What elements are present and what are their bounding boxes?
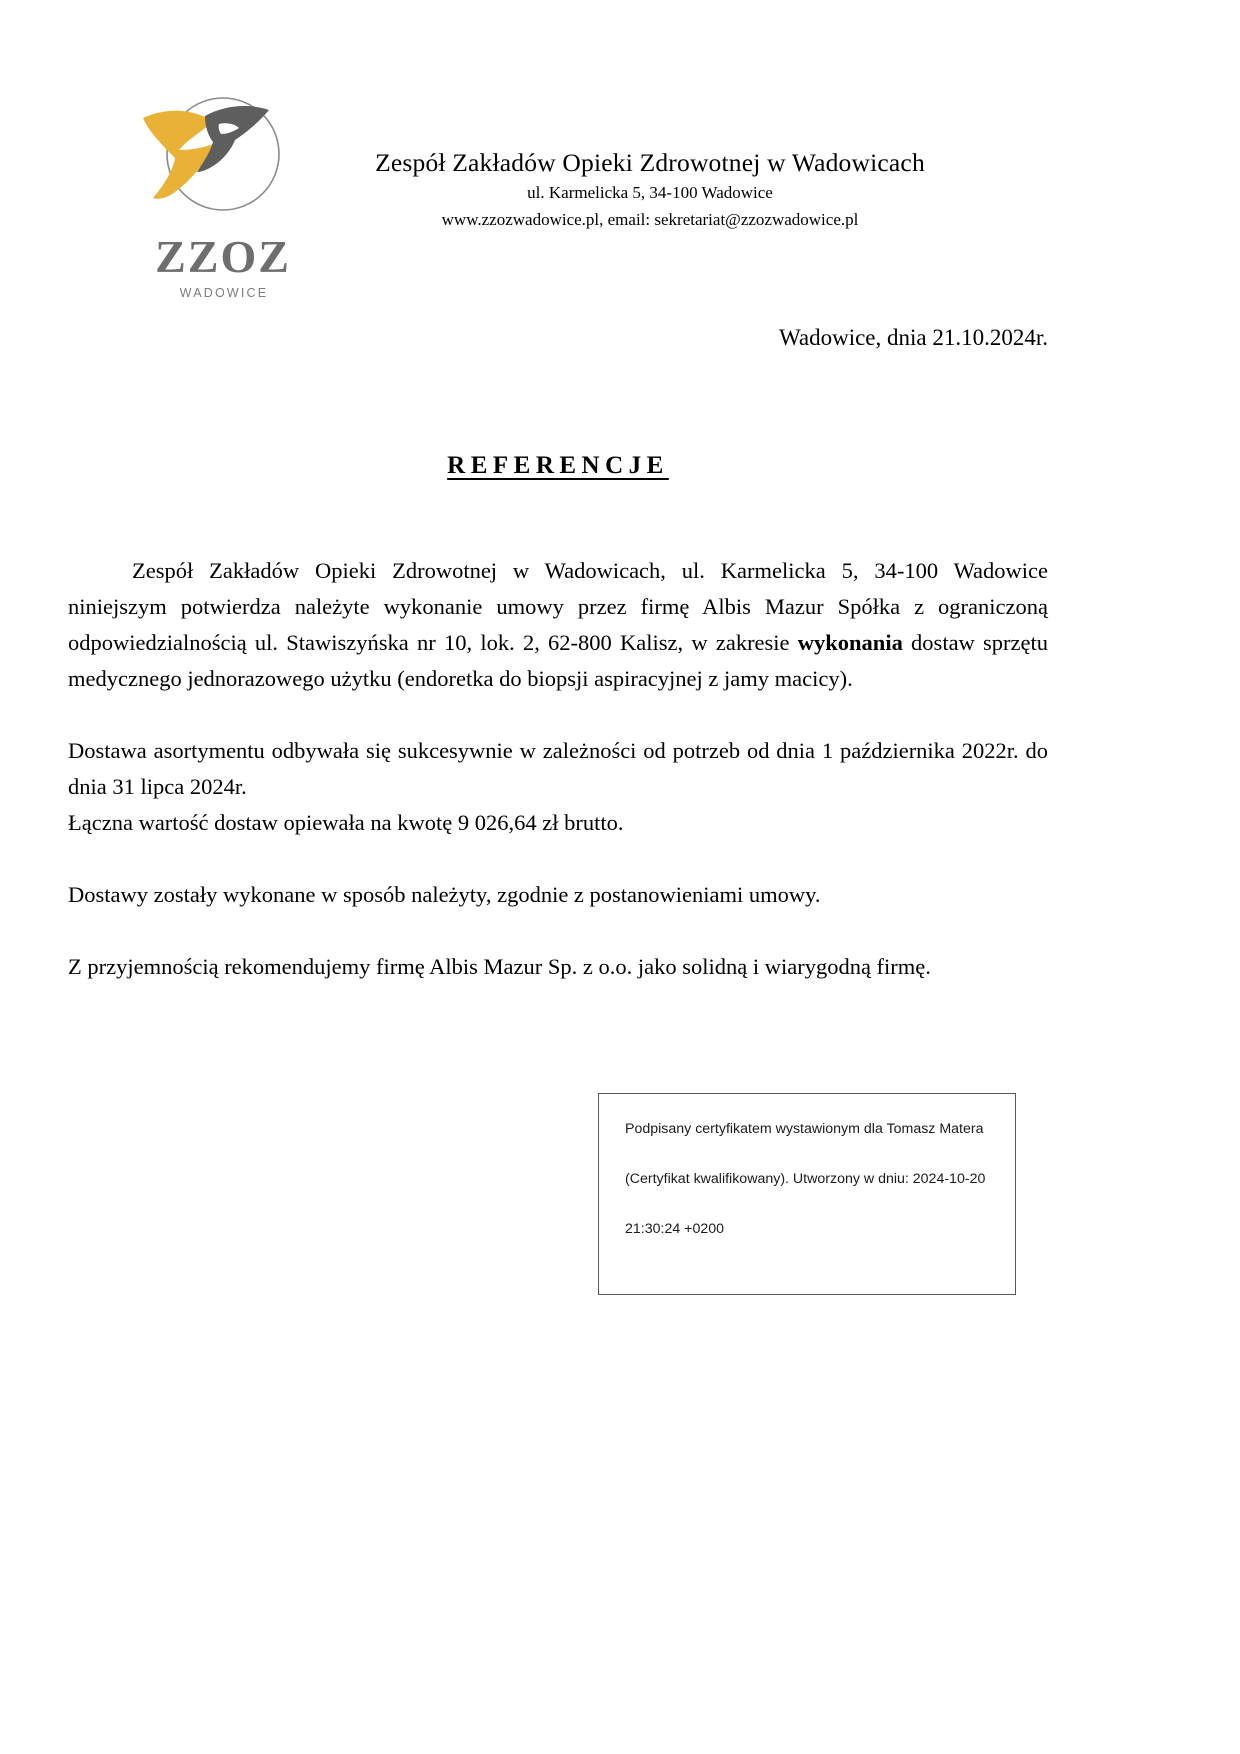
paragraph-2: Dostawa asortymentu odbywała się sukcesywnie w zależności od potrzeb od dnia 1 października 2022r. do dnia 31 lipca 2024r. [68, 738, 1048, 799]
paragraph-spacer [68, 697, 1048, 733]
paragraph-1 [68, 553, 1048, 697]
letterhead [0, 0, 1240, 300]
certificate-line-2: (Certyfikat kwalifikowany). Utworzony w dniu: 2024-10-20 [625, 1171, 986, 1188]
paragraph-3: Łączna wartość dostaw opiewała na kwotę 9 026,64 zł brutto. [68, 810, 624, 835]
organization-web-email: www.zzozwadowice.pl, email: sekretariat@zzozwadowice.pl [441, 209, 859, 229]
certificate-line-3: 21:30:24 +0200 [625, 1221, 725, 1238]
letter-paragraphs [68, 553, 1048, 985]
paragraph-1-text-after-bold: dostaw sprzętu medycznego jednorazowego użytku (endoretka do biopsji aspiracyjnej z jamy macicy). [68, 630, 1049, 691]
signature-certificate-box [598, 1093, 1016, 1295]
organization-name: Zespół Zakładów Opieki Zdrowotnej w Wadowicach [375, 148, 925, 177]
paragraph-5: Z przyjemnością rekomendujemy firmę Albis Mazur Sp. z o.o. jako solidną i wiarygodną firmę. [68, 954, 931, 979]
page-title: REFERENCJE [447, 452, 669, 479]
certificate-line-1: Podpisany certyfikatem wystawionym dla Tomasz Matera [625, 1121, 984, 1137]
organization-address: ul. Karmelicka 5, 34-100 Wadowice [527, 183, 773, 203]
logo-wordmark: ZZOZ [155, 231, 291, 282]
signature-certificate-text [599, 1094, 1015, 1237]
zzoz-bird-logo-icon [135, 88, 295, 238]
paragraph-1-emphasis: wykonania [797, 630, 903, 655]
paragraph-1-text-before-bold: Zespół Zakładów Opieki Zdrowotnej w Wadowicach, ul. Karmelicka 5, 34-100 Wadowice niniejszym potwierdza należyte wykonanie umowy przez firmę Albis Mazur Spółka z ograniczoną odpowiedzialnością ul. Stawiszyńska nr 10, lok. 2, 62-800 Kalisz, w zakresie [68, 558, 1048, 655]
paragraph-spacer [68, 913, 1048, 949]
organization-logo [130, 88, 310, 300]
organization-header [330, 148, 970, 233]
logo-sublabel: WADOWICE [179, 286, 269, 300]
paragraph-spacer [68, 841, 1048, 877]
place-and-date: Wadowice, dnia 21.10.2024r. [779, 325, 1048, 350]
paragraph-4: Dostawy zostały wykonane w sposób należyty, zgodnie z postanowieniami umowy. [68, 882, 821, 907]
